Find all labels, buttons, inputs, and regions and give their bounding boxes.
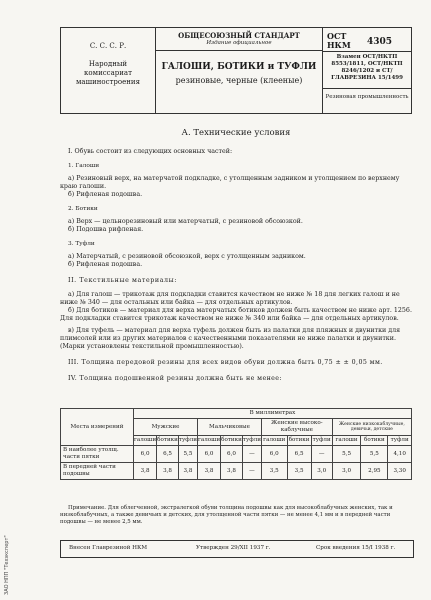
col-place-header: Места измерений <box>61 409 134 446</box>
sub-tufli: туфли <box>178 436 197 446</box>
sole-thickness-table <box>60 408 412 480</box>
table-cell: 3,30 <box>388 463 412 480</box>
sub-galoshi: галоши <box>332 436 361 446</box>
table-cell: 2,95 <box>361 463 388 480</box>
table-cell: 3,5 <box>287 463 311 480</box>
table-cell: 3,0 <box>332 463 361 480</box>
textiles-item-v: в) Для туфель — материал для верха туфель должен быть из палатки для пляжных и двунитки для плимсолей или из других материалов с качественными показателями не ниже палатки и двунитки. (Марки установлены текстильной промышленностью). <box>60 327 401 350</box>
table-cell: 6,0 <box>134 446 157 463</box>
country-label: С. С. С. Р. <box>89 42 127 50</box>
product-subtitle: резиновые, черные (клееные) <box>175 76 303 85</box>
table-cell: 3,8 <box>157 463 179 480</box>
table-cell: 6,5 <box>157 446 179 463</box>
table-cell: 6,0 <box>261 446 287 463</box>
sub-botiki: ботики <box>361 436 388 446</box>
group-women-low: Женские низкокаблучные, девичьи, детские <box>332 419 411 436</box>
units-header: В миллиметрах <box>134 409 412 419</box>
body-text-1 <box>60 148 412 383</box>
introduced-by: Внесен Главрезиной НКМ <box>69 545 148 551</box>
side-mark <box>2 520 12 595</box>
header-left-cell <box>61 28 156 113</box>
tufli-item-b: б) Рифленая подошва. <box>68 261 143 268</box>
paragraph-textiles: II. Текстильные материалы: <box>68 277 177 284</box>
note-text: Примечание. Для облегченной, экстралегкой обуви толщина подошвы как для высокоблабучных женских, так и низкоблабучных, а также девичьих и детских, для утолщенной части пятки — не менее 4,1 мм и в передней части подошвы — не менее 2,5 мм. <box>60 505 393 525</box>
table-cell: — <box>311 446 332 463</box>
table-cell: 6,0 <box>197 446 220 463</box>
textiles-item-a: а) Для галош — трикотаж для подкладки ставится качеством не ниже № 18 для легких галош и не ниже № 340 — для остальных или байка — для отдельных артикулов. <box>60 291 400 306</box>
sub-tufli: туфли <box>242 436 261 446</box>
sub-galoshi: галоши <box>197 436 220 446</box>
table-cell: 5,5 <box>178 446 197 463</box>
industry-label: Резиновая промышленность <box>325 94 409 100</box>
section-title: А. Технические условия <box>181 128 291 138</box>
sub-tufli: туфли <box>388 436 412 446</box>
replaces-label: Взамен ОСТ/НКТП 8553/1811, ОСТ/НКТП 8246/1202 и СТ/ГЛАВРЕЗИНА 15/1499 <box>331 54 403 81</box>
table-row <box>61 446 412 463</box>
header-divider <box>156 50 322 51</box>
sub-botiki: ботики <box>157 436 179 446</box>
galoshi-item-a: а) Резиновый верх, на матерчатой подкладке, с утолщенным задником и утолщением по верхнему краю галоши. <box>60 175 400 190</box>
table-cell: 3,0 <box>311 463 332 480</box>
header-right-divider-2 <box>323 88 411 89</box>
botiki-item-b: б) Подошва рифленая. <box>68 226 144 233</box>
table-cell: 3,5 <box>261 463 287 480</box>
table-cell: 6,0 <box>221 446 243 463</box>
table-cell: 6,5 <box>287 446 311 463</box>
header-right-cell <box>323 28 411 113</box>
galoshi-heading: 1. Галоши <box>68 163 100 169</box>
row-place: В передней части подошвы <box>61 463 134 480</box>
official-edition-label: Издание официальное <box>206 40 272 46</box>
footer-block <box>60 540 414 558</box>
group-boys: Мальчиковые <box>197 419 261 436</box>
ost-number: 4305 <box>367 37 393 47</box>
group-men: Мужские <box>134 419 198 436</box>
galoshi-item-b: б) Рифленая подошва. <box>68 191 143 198</box>
ost-code: ОСТ НКМ <box>327 31 351 50</box>
header-right-divider-1 <box>323 51 411 52</box>
standard-title: ОБЩЕСОЮЗНЫЙ СТАНДАРТ <box>178 31 300 40</box>
textiles-item-b: б) Для ботиков — материал для верха матерчатых ботиков должен быть качеством не ниже арт. 1256. Для подкладки ставится трикотаж качеством не ниже № 340 или байка — для отдельных артикулов. <box>60 307 412 322</box>
table-cell: 3,8 <box>197 463 220 480</box>
table-cell: 4,10 <box>388 446 412 463</box>
table-note <box>60 505 412 526</box>
tufli-item-a: а) Матерчатый, с резиновой обсоюзкой, верх с утолщенным задником. <box>68 253 306 260</box>
tufli-heading: 3. Туфли <box>68 241 95 247</box>
header-middle-cell <box>156 28 323 113</box>
commissariat-label: Народный комиссариат машиностроения <box>75 60 141 86</box>
table-cell: 5,5 <box>332 446 361 463</box>
botiki-heading: 2. Ботики <box>68 206 98 212</box>
table-cell: 5,5 <box>361 446 388 463</box>
sub-botiki: ботики <box>221 436 243 446</box>
paragraph-sole-rubber: IV. Толщина подошвенной резины должна быть не менее: <box>68 375 282 382</box>
group-women-high: Женские высоко-каблучные <box>261 419 332 436</box>
paragraph-front-rubber: III. Толщина передовой резины для всех видов обуви должна быть 0,75 ± ± 0,05 мм. <box>68 359 383 366</box>
table-row <box>61 463 412 480</box>
row-place: В наиболее утолщ. части пятки <box>61 446 134 463</box>
paragraph-parts: I. Обувь состоит из следующих основных частей: <box>68 148 233 155</box>
table-cell: 3,8 <box>134 463 157 480</box>
table-cell: 3,8 <box>178 463 197 480</box>
effective-date: Срок введения 15/I 1938 г. <box>316 545 396 551</box>
approved-date: Утвержден 29/XII 1937 г. <box>196 545 271 551</box>
side-mark-text: ЗАО НПП "Техэксперт" <box>4 535 10 595</box>
sub-botiki: ботики <box>287 436 311 446</box>
product-title: ГАЛОШИ, БОТИКИ и ТУФЛИ <box>161 62 317 72</box>
table-cell: 3,8 <box>221 463 243 480</box>
header-block <box>60 27 412 114</box>
table-cell: — <box>242 446 261 463</box>
sub-galoshi: галоши <box>134 436 157 446</box>
table-cell: — <box>242 463 261 480</box>
sub-galoshi: галоши <box>261 436 287 446</box>
botiki-item-a: а) Верх — цельнорезиновый или матерчатый, с резиновой обсоюзкой. <box>68 218 303 225</box>
sub-tufli: туфли <box>311 436 332 446</box>
